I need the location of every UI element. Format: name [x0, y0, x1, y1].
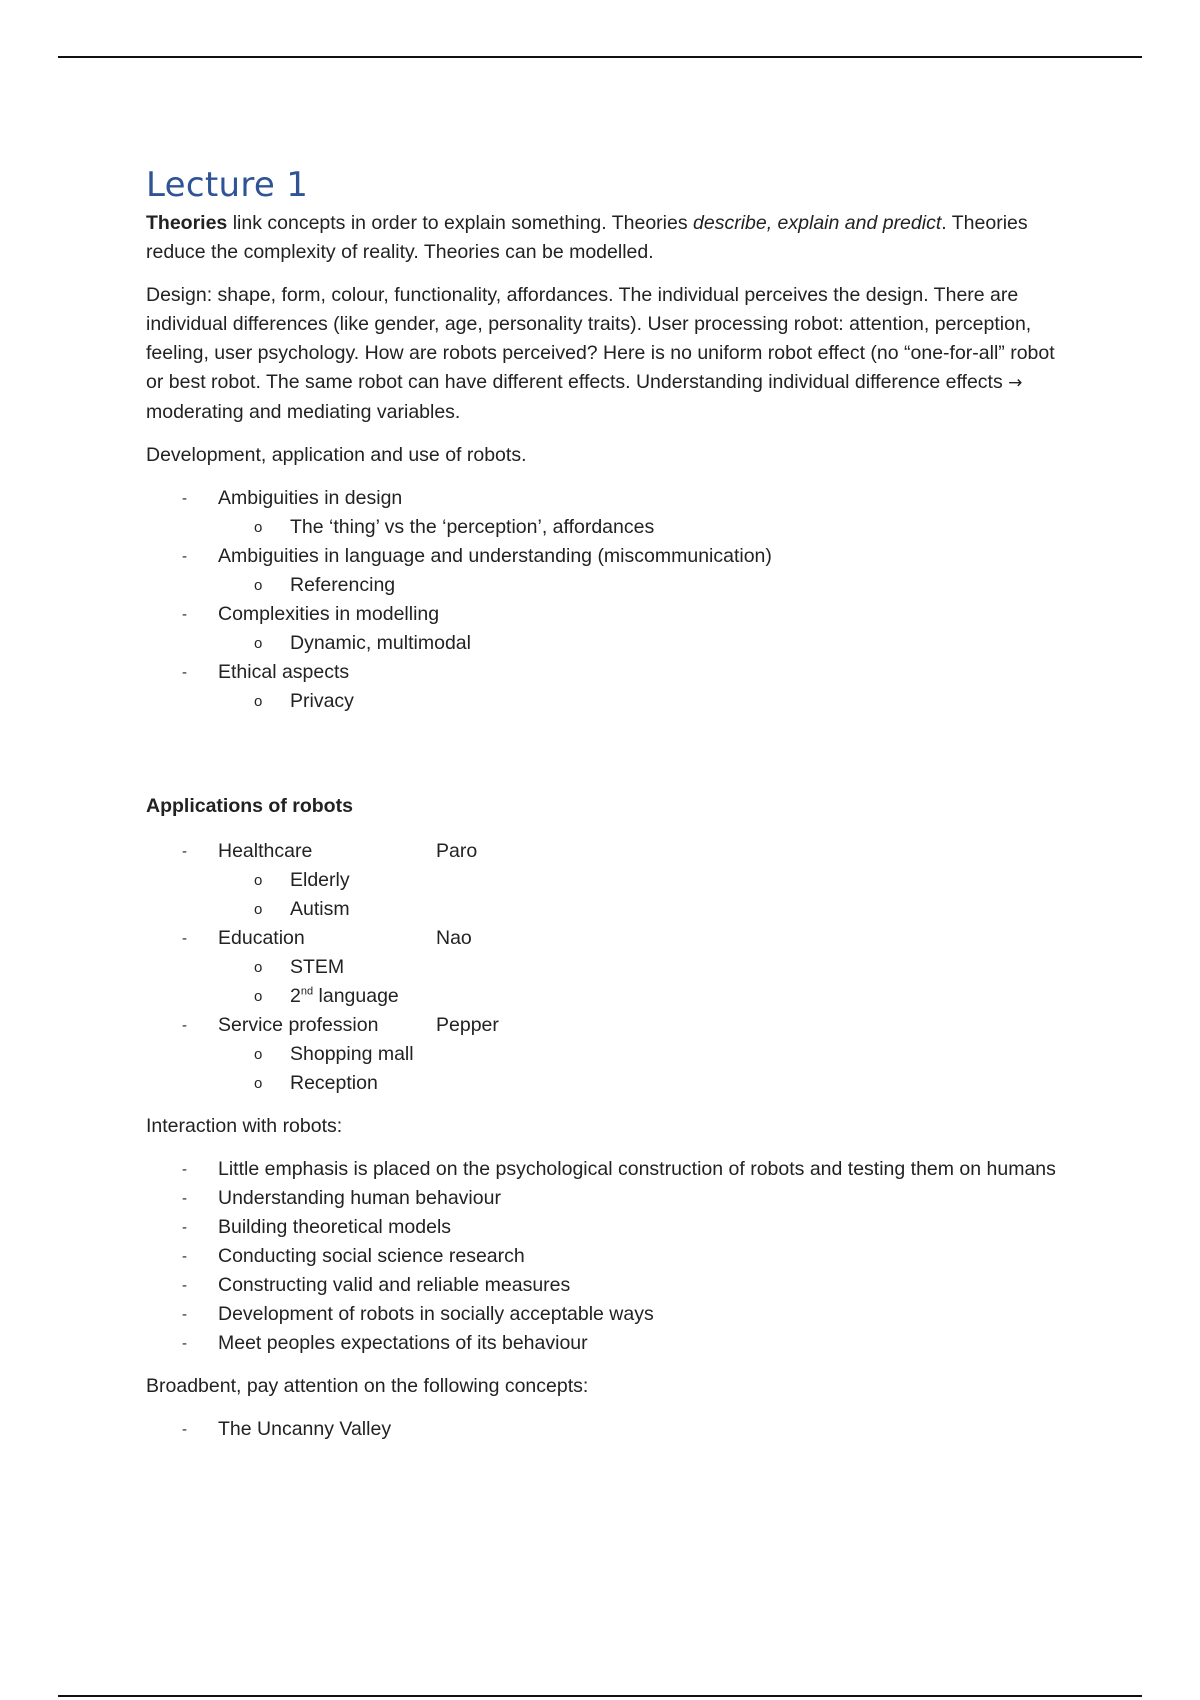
intro-paragraph: [146, 209, 1066, 267]
dash-bullet-icon: -: [182, 1248, 187, 1265]
broadbent-intro: Broadbent, pay attention on the following concepts:: [146, 1375, 589, 1397]
list-item-label: Service profession: [218, 1014, 379, 1036]
list-item-label: Development of robots in socially acceptable ways: [218, 1303, 654, 1325]
list-item-label: Education: [218, 927, 305, 949]
intro-italic: describe, explain and predict: [693, 212, 942, 234]
interaction-list: [146, 1155, 1066, 1358]
list-item-label: Building theoretical models: [218, 1216, 452, 1238]
ordinal-suffix: nd: [300, 985, 314, 998]
dash-bullet-icon: -: [182, 1335, 187, 1352]
list-item-label: Little emphasis is placed on the psychological construction of robots and testing them on humans: [218, 1158, 1056, 1180]
circle-bullet-icon: o: [254, 959, 263, 976]
dash-bullet-icon: -: [182, 1161, 187, 1178]
design-text-2: moderating and mediating variables.: [146, 401, 461, 423]
list-item: [146, 1184, 1066, 1213]
sub-list-item: [218, 1069, 1066, 1098]
circle-bullet-icon: o: [254, 635, 263, 652]
list-item: [146, 1213, 1066, 1242]
dash-bullet-icon: -: [182, 1219, 187, 1236]
dash-bullet-icon: -: [182, 1190, 187, 1207]
dash-bullet-icon: -: [182, 1306, 187, 1323]
circle-bullet-icon: o: [254, 1075, 263, 1092]
footer-rule: [58, 1695, 1142, 1697]
list-item: [146, 658, 1066, 716]
sub-list-item-label: Shopping mall: [290, 1043, 414, 1065]
interaction-intro: Interaction with robots:: [146, 1115, 343, 1137]
design-paragraph: [146, 281, 1066, 427]
sub-list-item-label: Privacy: [290, 690, 354, 712]
circle-bullet-icon: o: [254, 988, 263, 1005]
sub-list-item: [218, 982, 1066, 1011]
robot-name: Paro: [436, 840, 478, 862]
circle-bullet-icon: o: [254, 872, 263, 889]
sub-list-item-label: STEM: [290, 956, 345, 978]
sub-list-item-label: The ‘thing’ vs the ‘perception’, affordances: [290, 516, 655, 538]
list-item-label: The Uncanny Valley: [218, 1418, 392, 1440]
dash-bullet-icon: -: [182, 930, 187, 947]
sub-list-item-label: Autism: [290, 898, 350, 920]
sub-list-item-label: Reception: [290, 1072, 378, 1094]
sub-list-item: [218, 1040, 1066, 1069]
sub-list-item-label: Elderly: [290, 869, 350, 891]
ordinal-rest: language: [313, 985, 399, 1007]
list-item-label: Ethical aspects: [218, 661, 350, 683]
sub-list-item: [218, 687, 1066, 716]
intro-text-1: link concepts in order to explain something. Theories: [227, 212, 694, 234]
header-rule: [58, 56, 1142, 58]
list-item: [146, 1155, 1066, 1184]
list-item-label: Complexities in modelling: [218, 603, 440, 625]
sub-list-item: [218, 629, 1066, 658]
list-item-label: Constructing valid and reliable measures: [218, 1274, 571, 1296]
broadbent-list: [146, 1415, 1066, 1444]
list-item: [146, 1300, 1066, 1329]
dash-bullet-icon: -: [182, 1017, 187, 1034]
dash-bullet-icon: -: [182, 1421, 187, 1438]
dash-bullet-icon: -: [182, 548, 187, 565]
list-item: [146, 542, 1066, 600]
sub-list-item: [218, 895, 1066, 924]
sub-list-item-label: Referencing: [290, 574, 396, 596]
list-item: [146, 1415, 1066, 1444]
dash-bullet-icon: -: [182, 490, 187, 507]
circle-bullet-icon: o: [254, 519, 263, 536]
page-title: Lecture 1: [146, 165, 309, 205]
robot-name: Nao: [436, 927, 472, 949]
list-item-label: Conducting social science research: [218, 1245, 525, 1267]
list-item: [146, 484, 1066, 542]
intro-text-2: . Theories reduce the complexity of reality. Theories can be modelled.: [146, 212, 1028, 263]
dash-bullet-icon: -: [182, 843, 187, 860]
list-item-label: Meet peoples expectations of its behaviour: [218, 1332, 588, 1354]
list-item-label: Understanding human behaviour: [218, 1187, 501, 1209]
arrow-right-icon: →: [1008, 373, 1023, 393]
intro-bold-term: Theories: [146, 212, 228, 234]
list-item-label: Ambiguities in design: [218, 487, 403, 509]
robot-name: Pepper: [436, 1014, 499, 1036]
list-item-label: Ambiguities in language and understanding (miscommunication): [218, 545, 772, 567]
list-item: [146, 1011, 1066, 1098]
document-body: [146, 163, 1066, 1458]
list-item: [146, 924, 1066, 1011]
sub-list-item: [218, 866, 1066, 895]
circle-bullet-icon: o: [254, 577, 263, 594]
ordinal-number: 2: [290, 985, 301, 1007]
list-item: [146, 1242, 1066, 1271]
circle-bullet-icon: o: [254, 1046, 263, 1063]
sub-list-item: [218, 513, 1066, 542]
applications-list: [146, 837, 1066, 1098]
development-list: [146, 484, 1066, 716]
development-intro: Development, application and use of robots.: [146, 444, 527, 466]
applications-heading: Applications of robots: [146, 795, 353, 817]
circle-bullet-icon: o: [254, 693, 263, 710]
sub-list-item: [218, 571, 1066, 600]
list-item: [146, 837, 1066, 924]
list-item: [146, 600, 1066, 658]
dash-bullet-icon: -: [182, 1277, 187, 1294]
list-item-label: Healthcare: [218, 840, 313, 862]
sub-list-item-label: Dynamic, multimodal: [290, 632, 471, 654]
dash-bullet-icon: -: [182, 606, 187, 623]
list-item: [146, 1271, 1066, 1300]
design-text-1: Design: shape, form, colour, functionality, affordances. The individual perceives the design. There are individual differences (like gender, age, personality traits). User processing robot: attention, perception, feeling, user psychology. How are robots perceived? Here is no uniform robot effect (no “one-for-all” robot or best robot. The same robot can have different effects. Understanding individual difference effects: [146, 284, 1055, 393]
sub-list-item: [218, 953, 1066, 982]
spacer: [146, 730, 1066, 792]
circle-bullet-icon: o: [254, 901, 263, 918]
list-item: [146, 1329, 1066, 1358]
dash-bullet-icon: -: [182, 664, 187, 681]
